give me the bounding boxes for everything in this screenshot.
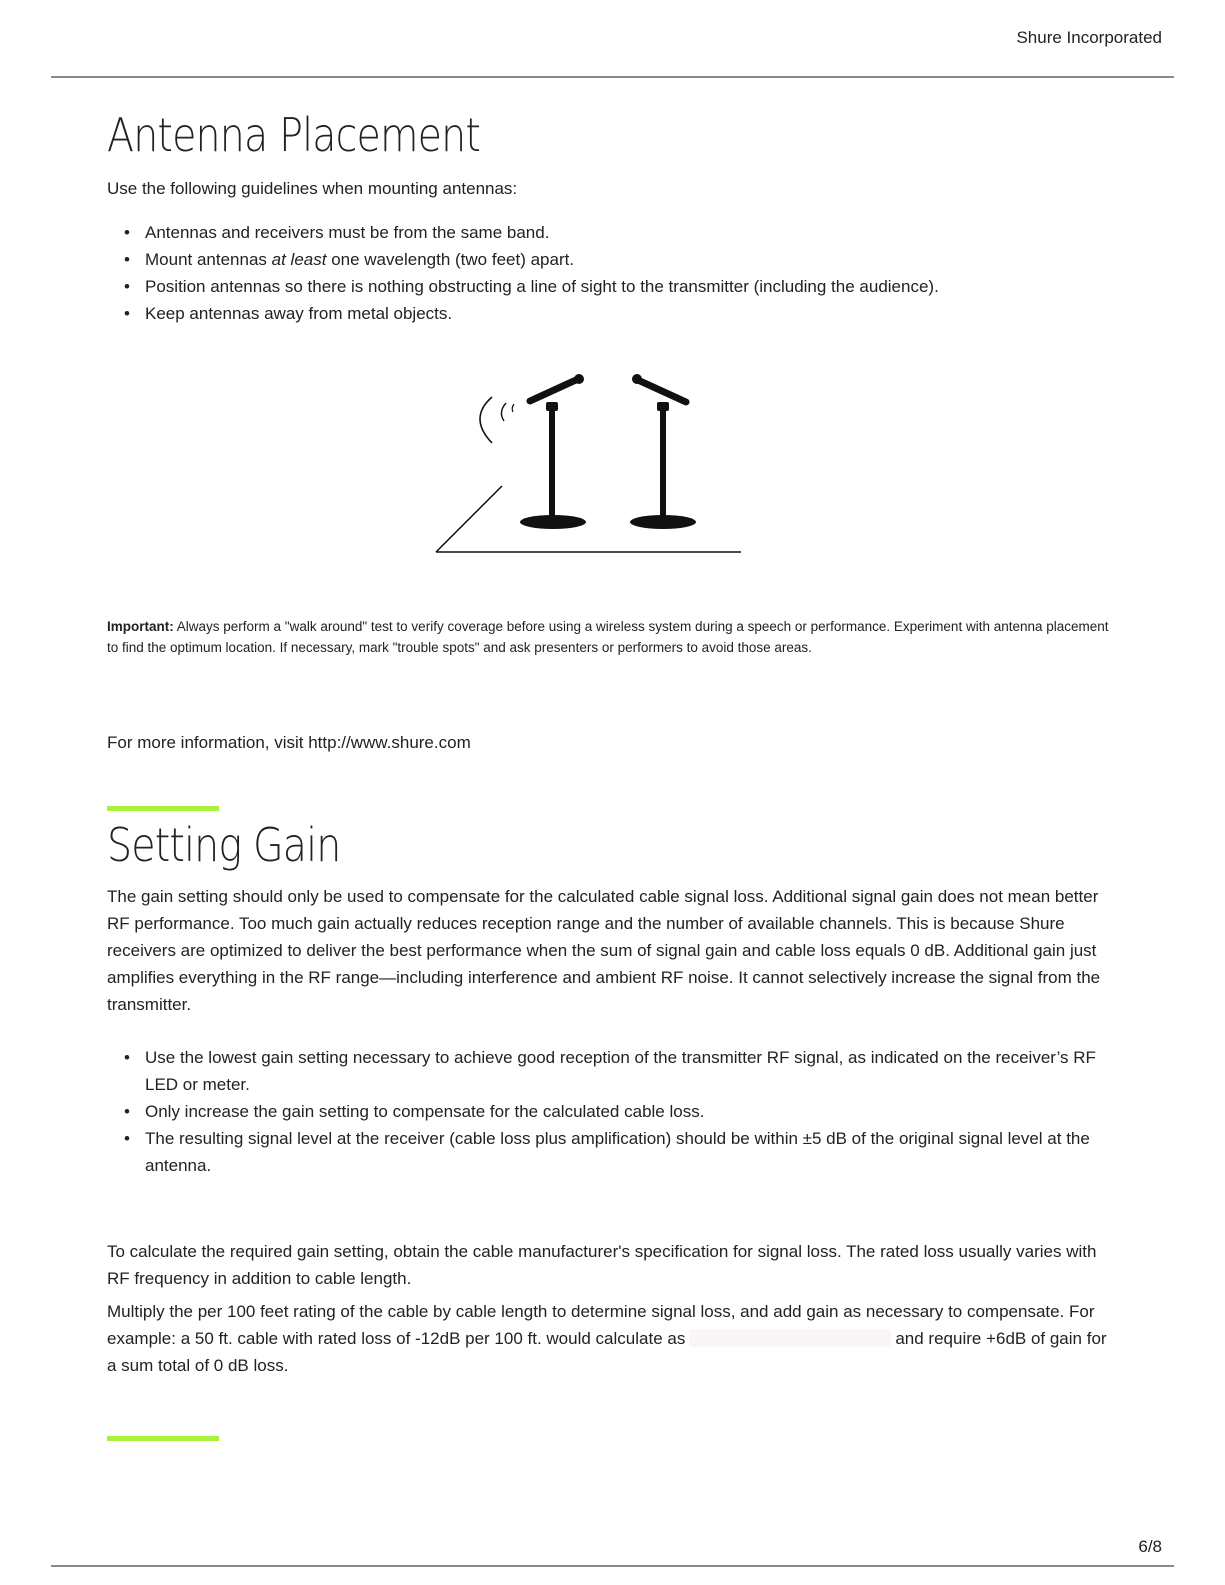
header-company-name: Shure Incorporated [1016,28,1162,47]
section-antenna-placement [107,108,1117,162]
note-label: Important: [107,619,174,634]
calculation-paragraph: To calculate the required gain setting, obtain the cable manufacturer's specification for signal loss. The rated loss usually varies with RF frequency in addition to cable length. [107,1242,1097,1288]
redacted-formula [689,1329,891,1347]
section-title: Antenna Placement [107,108,480,162]
signal-wave-icon [512,404,514,412]
gain-calculation-block [107,1238,1117,1379]
list-item-text: one wavelength (two feet) apart. [326,250,575,269]
signal-wave-icon [501,403,506,421]
section-accent-bar [107,1436,219,1441]
list-item: • Only increase the gain setting to compensate for the calculated cable loss. [107,1098,1117,1125]
list-item: • Position antennas so there is nothing obstructing a line of sight to the transmitter (including the audience). [107,273,1117,300]
microphone-stand-left [520,374,586,529]
list-item: • The resulting signal level at the receiver (cable loss plus amplification) should be within ±5 dB of the original signal level at the antenna. [107,1125,1117,1179]
calculation-example-text: Multiply the per 100 feet rating of the cable by cable length to determine signal loss, and add gain as necessary to compensate. For example: a 50 ft. cable with rated loss of -12dB per 100 ft. would calculate as [107,1302,1095,1348]
gain-paragraph-block [107,883,1117,1018]
antenna-guidelines-list [107,219,1117,327]
gain-paragraph: The gain setting should only be used to compensate for the calculated cable signal loss. Additional signal gain does not mean better RF performance. Too much gain actually reduces reception range and the number of available channels. This is because Shure receivers are optimized to deliver the best performance when the sum of signal gain and cable loss equals 0 dB. Additional gain just amplifies everything in the RF range—including interference and ambient RF noise. It cannot selectively increase the signal from the transmitter. [107,887,1101,1014]
intro-paragraph: Use the following guidelines when mounting antennas: [107,179,518,198]
page-number: 6/8 [1138,1537,1162,1556]
note-text: Always perform a "walk around" test to verify coverage before using a wireless system during a speech or performance. Experiment with antenna placement to find the optimum location. If necessary, mark "trouble spots" and ask presenters or performers to avoid those areas. [107,619,1109,655]
important-note [107,616,1117,658]
section-accent-bar [107,806,219,811]
footer-rule [51,1565,1174,1567]
list-item [107,246,1117,273]
calculation-example-text: and require +6dB of gain for a sum total of 0 dB loss. [107,1329,1107,1375]
list-item: • Antennas and receivers must be from the same band. [107,219,1117,246]
signal-wave-icon [480,397,492,443]
floor-perspective-line [436,486,502,552]
list-item-text: Mount antennas [145,250,272,269]
microphone-stands-illustration [430,366,750,562]
list-item: • Use the lowest gain setting necessary to achieve good reception of the transmitter RF signal, as indicated on the receiver’s RF LED or meter. [107,1044,1117,1098]
more-info-block [107,729,1117,756]
section-title: Setting Gain [107,818,341,872]
antenna-intro-block [107,175,1117,202]
section-setting-gain [107,818,1117,872]
gain-guidelines-list [107,1044,1117,1179]
list-item-emphasis: at least [271,250,327,269]
header-rule [51,76,1174,78]
microphone-stand-right [630,374,696,529]
list-item: • Keep antennas away from metal objects. [107,300,1117,327]
calculation-example-paragraph [107,1298,1117,1379]
more-info-text: For more information, visit http://www.shure.com [107,733,471,752]
